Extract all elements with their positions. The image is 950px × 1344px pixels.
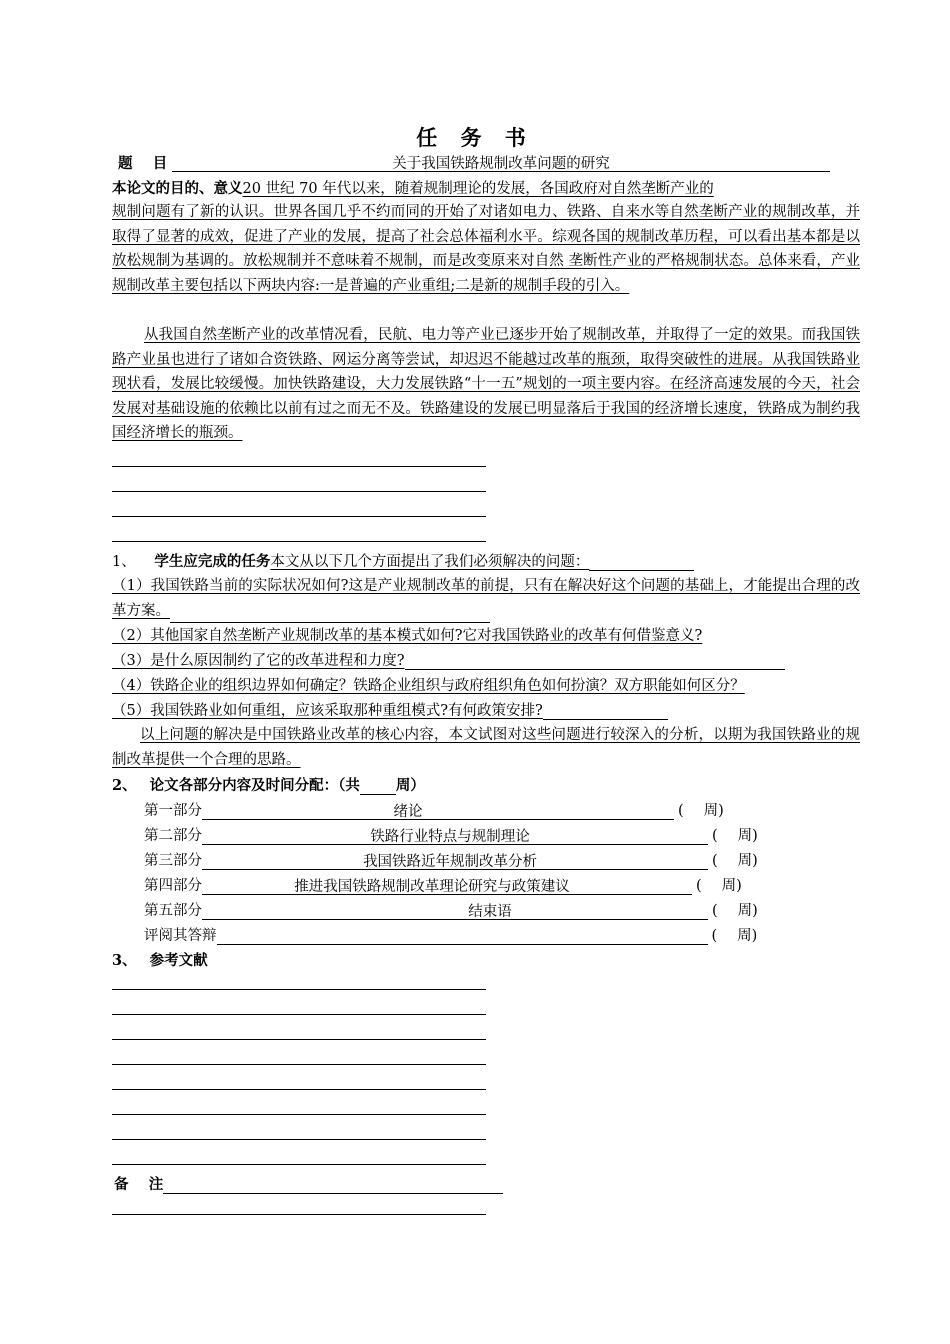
purpose-para2-text: 从我国自然垄断产业的改革情况看，民航、电力等产业已逐步开始了规制改革，并取得了一定的效果。而我国铁路产业虽也进行了诸如合资铁路、网运分离等尝试，却迟迟不能越过改革的瓶颈，取得突破性的进展。从我国铁路业现状看，发展比较缓慢。加快铁路建设，大力发展铁路“十一五”规划的一项主要内容。在经济高速发展的今天，社会发展对基础设施的依赖比以前有过之而无不及。铁路建设的发展已明显落后于我国的经济增长速度，铁路成为制约我国经济增长的瓶颈。 bbox=[112, 327, 860, 441]
week-unit: 周) bbox=[737, 903, 758, 919]
tasks-intro: 本文从以下几个方面提出了我们必须解决的问题： bbox=[270, 554, 590, 570]
reference-line[interactable] bbox=[112, 1139, 486, 1140]
schedule-part-name: 第三部分 bbox=[144, 853, 202, 869]
paren: ( bbox=[678, 803, 684, 819]
tasks-label: 学生应完成的任务 bbox=[154, 553, 271, 570]
reference-line[interactable] bbox=[112, 1114, 486, 1115]
blank-line bbox=[170, 607, 490, 623]
week-unit: 周) bbox=[721, 878, 742, 894]
task-item-4: （4）铁路企业的组织边界如何确定？铁路企业组织与政府组织角色如何扮演？双方职能如何区分？ bbox=[112, 678, 745, 694]
blank-line bbox=[589, 555, 694, 571]
remarks-label: 备 注 bbox=[114, 1176, 164, 1193]
reference-line[interactable] bbox=[112, 1064, 486, 1065]
week-unit: 周) bbox=[737, 828, 758, 844]
reference-line[interactable] bbox=[112, 1039, 486, 1040]
schedule-part-content: 结束语 bbox=[468, 904, 512, 920]
remarks-line[interactable] bbox=[112, 1214, 486, 1215]
schedule-heading bbox=[112, 774, 425, 795]
paren: ( bbox=[712, 903, 718, 919]
schedule-part-content: 我国铁路近年规制改革分析 bbox=[363, 854, 537, 870]
remarks-field[interactable] bbox=[163, 1178, 503, 1194]
week-unit: 周) bbox=[703, 803, 724, 819]
schedule-part-name: 第一部分 bbox=[144, 803, 202, 819]
task-item-2: （2）其他国家自然垄断产业规制改革的基本模式如何?它对我国铁路业的改革有何借鉴意义? bbox=[112, 628, 703, 644]
paren: ( bbox=[712, 828, 718, 844]
schedule-row bbox=[144, 924, 757, 945]
reference-line[interactable] bbox=[112, 1089, 486, 1090]
task-item-1 bbox=[112, 574, 860, 623]
task-item-text: （3）是什么原因制约了它的改革进程和力度? bbox=[112, 653, 405, 669]
task-item-text: （1）我国铁路当前的实际状况如何?这是产业规制改革的前提，只有在解决好这个问题的基础上，才能提出合理的改革方案。 bbox=[112, 578, 860, 619]
purpose-para1-line1: 20 世纪 70 年代以来，随着规制理论的发展，各国政府对自然垄断产业的 bbox=[242, 181, 714, 197]
schedule-row bbox=[144, 874, 742, 895]
page-title: 任 务 书 bbox=[416, 126, 534, 150]
reference-line[interactable] bbox=[112, 1164, 486, 1165]
tasks-conclusion bbox=[112, 723, 860, 772]
purpose-para1-rest: 规制问题有了新的认识。世界各国几乎不约而同的开始了对诸如电力、铁路、自来水等自然垄断产业的规制改革，并取得了显著的成效，促进了产业的发展，提高了社会总体福利水平。综观各国的规制改革历程，可以看出基本都是以放松规制为基调的。放松规制并不意味着不规制，而是改变原来对自然 垄断性产业的严格规制状态。总体来看，产业规制改革主要包括以下两块内容:一是普遍的产业重组;二是新的规制手段的引入。 bbox=[112, 204, 860, 294]
schedule-num: 2、 bbox=[112, 777, 137, 794]
total-weeks-field[interactable] bbox=[360, 779, 396, 795]
blank-line bbox=[112, 516, 486, 517]
references-num: 3、 bbox=[112, 952, 137, 969]
tasks-conclusion-text: 以上问题的解决是中国铁路业改革的核心内容，本文试图对这些问题进行较深入的分析，以期为我国铁路业的规制改革提供一个合理的思路。 bbox=[112, 727, 860, 768]
paren: ( bbox=[712, 853, 718, 869]
schedule-row bbox=[144, 849, 758, 870]
schedule-part-field[interactable] bbox=[202, 900, 708, 920]
schedule-label: 论文各部分内容及时间分配：（共 bbox=[149, 777, 360, 794]
references-label: 参考文献 bbox=[149, 952, 208, 969]
schedule-part-content: 铁路行业特点与规制理论 bbox=[370, 829, 530, 845]
schedule-part-content: 绪论 bbox=[393, 804, 423, 820]
schedule-part-field[interactable] bbox=[202, 825, 708, 845]
task-item-text: （5）我国铁路业如何重组，应该采取那种重组模式?有何政策安排? bbox=[112, 703, 543, 719]
topic-label: 题 目 bbox=[118, 155, 168, 172]
schedule-part-field[interactable] bbox=[202, 850, 708, 870]
schedule-part-content: 推进我国铁路规制改革理论研究与政策建议 bbox=[294, 879, 570, 895]
purpose-first-line bbox=[112, 177, 714, 198]
week-unit: 周) bbox=[737, 928, 758, 944]
tasks-heading bbox=[112, 550, 694, 571]
reference-line[interactable] bbox=[112, 1014, 486, 1015]
task-item-3 bbox=[112, 649, 785, 670]
schedule-row bbox=[144, 899, 758, 920]
blank-line bbox=[112, 491, 486, 492]
schedule-part-field[interactable] bbox=[202, 800, 674, 820]
tasks-num: 1、 bbox=[112, 554, 136, 570]
schedule-row bbox=[144, 799, 724, 820]
paren: ( bbox=[696, 878, 702, 894]
blank-line bbox=[112, 541, 486, 542]
purpose-para2 bbox=[112, 323, 860, 446]
schedule-part-name: 第四部分 bbox=[144, 878, 202, 894]
topic-value: 关于我国铁路规制改革问题的研究 bbox=[172, 152, 830, 172]
schedule-label-end: 周） bbox=[395, 777, 425, 794]
blank-line bbox=[405, 654, 785, 670]
task-item-5 bbox=[112, 699, 668, 720]
week-unit: 周) bbox=[737, 853, 758, 869]
schedule-part-name: 第五部分 bbox=[144, 903, 202, 919]
reference-line[interactable] bbox=[112, 989, 486, 990]
blank-line bbox=[112, 466, 486, 467]
purpose-para1 bbox=[112, 200, 860, 298]
paren: ( bbox=[711, 928, 718, 944]
remarks-row bbox=[114, 1173, 503, 1194]
references-heading bbox=[112, 949, 208, 970]
blank-line bbox=[543, 704, 668, 720]
schedule-part-name: 第二部分 bbox=[144, 828, 202, 844]
purpose-label: 本论文的目的、意义 bbox=[112, 180, 243, 197]
topic-field[interactable] bbox=[172, 152, 830, 172]
schedule-row bbox=[144, 824, 758, 845]
schedule-part-field[interactable] bbox=[202, 875, 692, 895]
schedule-part-name: 评阅其答辩 bbox=[144, 928, 217, 944]
schedule-part-field[interactable] bbox=[217, 925, 708, 945]
